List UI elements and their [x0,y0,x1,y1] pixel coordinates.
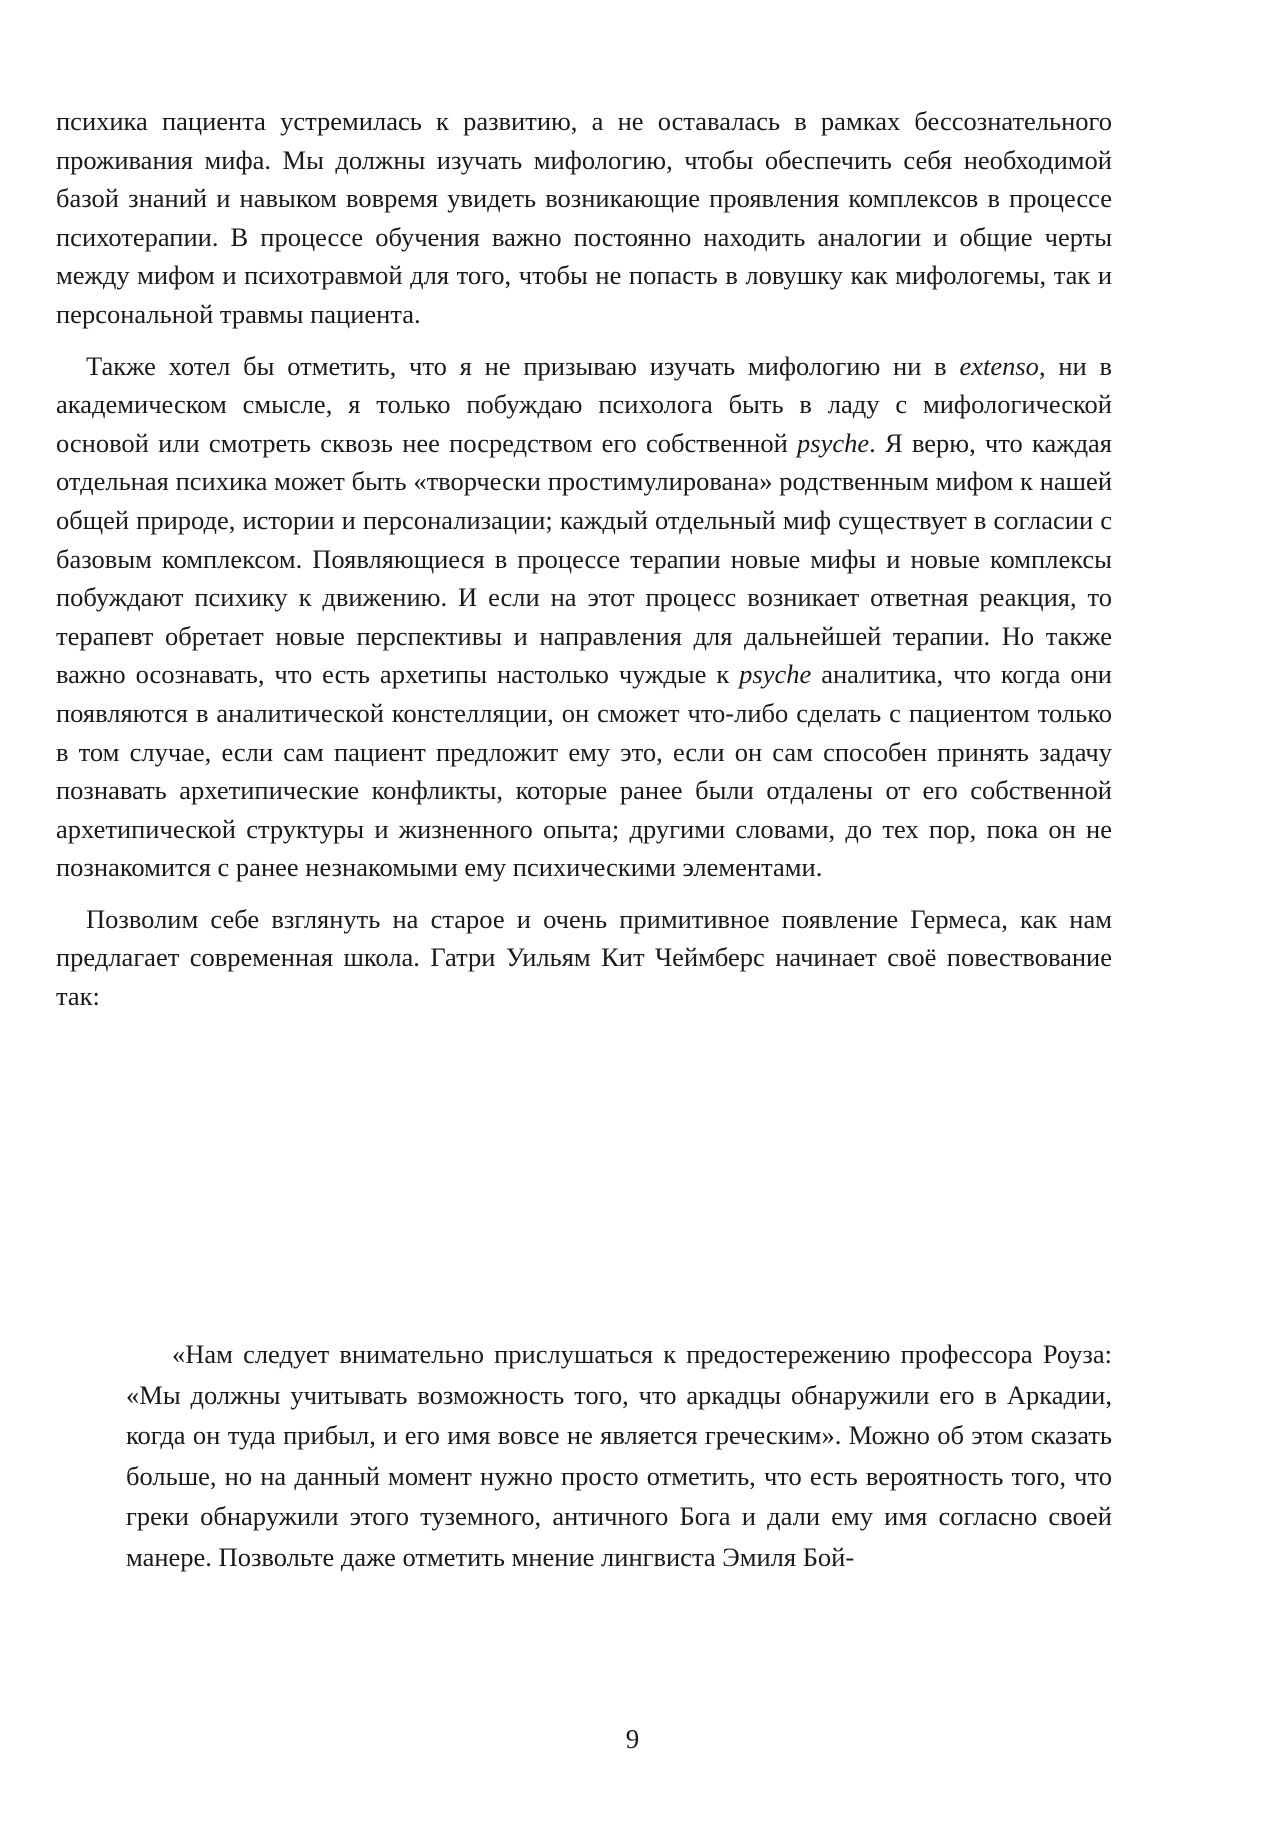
paragraph-2-seg-2: , ни в академическом смысле, я только побуждаю психолога быть в ладу с мифологической основой или смотреть сквозь нее посредством его собственной [56,350,1112,458]
paragraph-2-seg-0: Также хотел бы отметить, что я не призываю изучать мифологию ни в [86,350,960,381]
paragraph-2-seg-6: аналитика, что когда они появляются в аналитической констелляции, он сможет что-либо сделать с пациентом только в том случае, если сам пациент предложит ему это, если он сам способен принять задачу познавать архетипические конфликты, которые ранее были отдалены от его собственной архетипической структуры и жизненного опыта; другими словами, до тех пор, пока он не познакомится с ранее незнакомыми ему психическими элементами. [56,659,1112,883]
paragraph-1: психика пациента устремилась к развитию, а не оставалась в рамках бессознательного проживания мифа. Мы должны изучать мифологию, чтобы обеспечить себя необходимой базой знаний и навыком вовремя увидеть возникающие проявления комплексов в процессе психотерапии. В процессе обучения важно постоянно находить аналогии и общие черты между мифом и психотравмой для того, чтобы не попасть в ловушку как мифологемы, так и персональной травмы пациента. [56,106,1112,329]
italic-extenso: extenso [959,350,1039,381]
block-quote: «Нам следует внимательно прислушаться к предостережению профессора Роуза: «Мы должны учитывать возможность того, что аркадцы обнаружили его в Аркадии, когда он туда прибыл, и его имя вовсе не является греческим». Можно об этом сказать больше, но на данный момент нужно просто отметить, что есть вероятность того, что греки обнаружили этого туземного, античного Бога и дали ему имя согласно своей манере. Позвольте даже отметить мнение лингвиста Эмиля Бой- [126,1339,1112,1572]
paragraph-2 [56,347,1112,887]
main-text [56,102,1112,1029]
italic-psyche-2: psyche [739,659,812,690]
italic-psyche-1: psyche [797,427,870,458]
paragraph-3: Позволим себе взглянуть на старое и очень примитивное появление Гермеса, как нам предлагает современная школа. Гатри Уильям Кит Чеймберс начинает своё повествование так: [56,903,1112,1012]
paragraph-2-seg-4: . Я верю, что каждая отдельная психика может быть «творчески простимулирована» родственным мифом к нашей общей природе, истории и персонализации; каждый отдельный миф существует в согласии с базовым комплексом. Появляющиеся в процессе терапии новые мифы и новые комплексы побуждают психику к движению. И если на этот процесс возникает ответная реакция, то терапевт обретает новые перспективы и направления для дальнейшей терапии. Но также важно осознавать, что есть архетипы настолько чуждые к [56,427,1112,690]
page-number: 9 [625,1724,640,1754]
